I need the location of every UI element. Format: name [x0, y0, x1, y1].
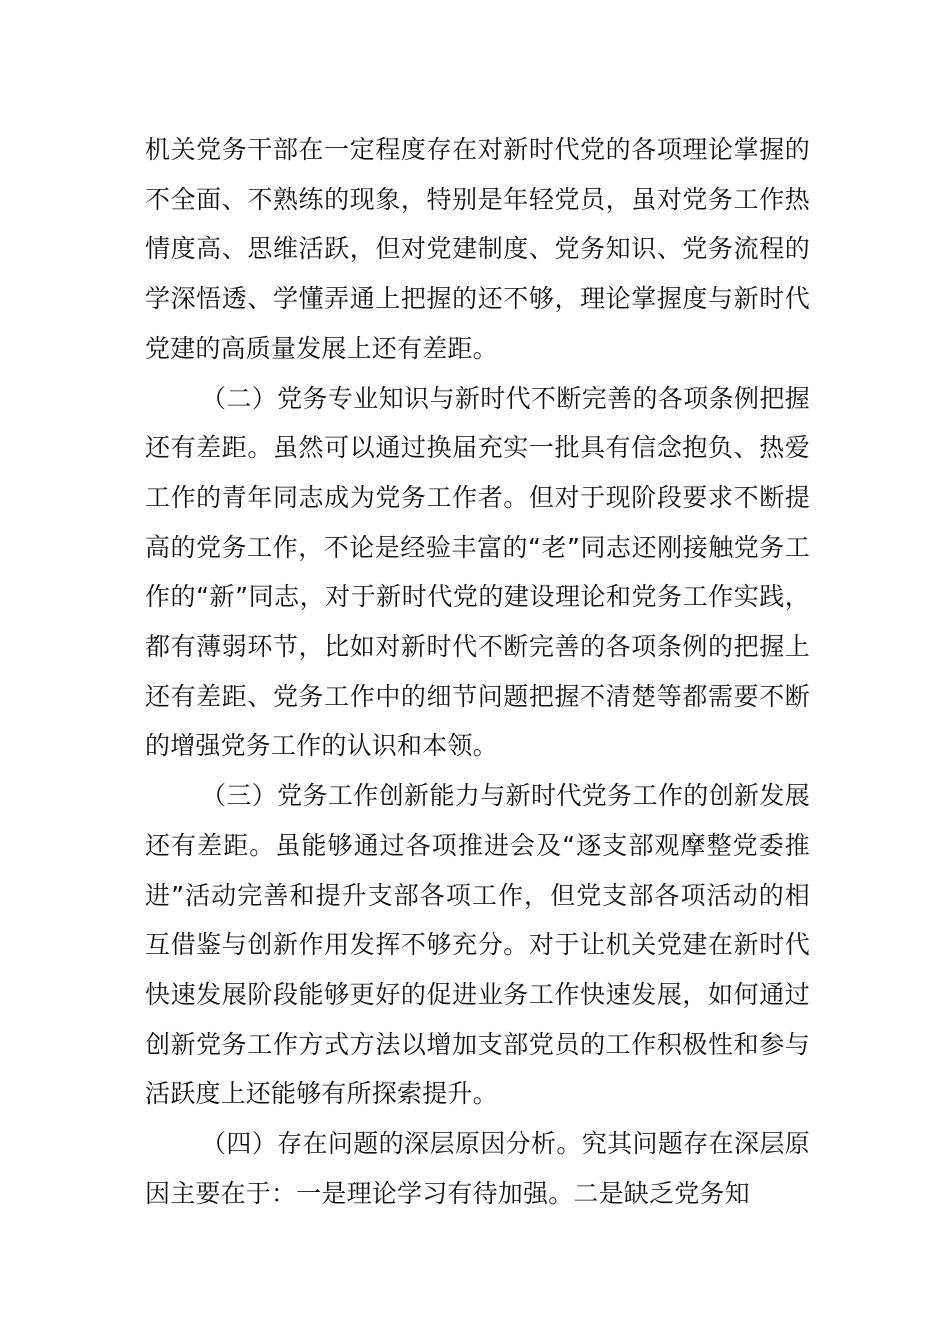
paragraph-section-two: （二）党务专业知识与新时代不断完善的各项条例把握还有差距。虽然可以通过换届充实一批具有信念抱负、热爱工作的青年同志成为党务工作者。但对于现阶段要求不断提高的党务工作，不论是经验丰富的“老”同志还刚接触党务工作的“新”同志，对于新时代党的建设理论和党务工作实践，都有薄弱环节，比如对新时代不断完善的各项条例的把握上还有差距、党务工作中的细节问题把握不清楚等都需要不断的增强党务工作的认识和本领。 — [145, 383, 810, 761]
document-body — [145, 125, 810, 1218]
paragraph-continuation: 机关党务干部在一定程度存在对新时代党的各项理论掌握的不全面、不熟练的现象，特别是年轻党员，虽对党务工作热情度高、思维活跃，但对党建制度、党务知识、党务流程的学深悟透、学懂弄通上把握的还不够，理论掌握度与新时代党建的高质量发展上还有差距。 — [145, 135, 810, 363]
paragraph-section-three: （三）党务工作创新能力与新时代党务工作的创新发展还有差距。虽能够通过各项推进会及“逐支部观摩整党委推进”活动完善和提升支部各项工作，但党支部各项活动的相互借鉴与创新作用发挥不够充分。对于让机关党建在新时代快速发展阶段能够更好的促进业务工作快速发展，如何通过创新党务工作方式方法以增加支部党员的工作积极性和参与活跃度上还能够有所探索提升。 — [145, 781, 810, 1109]
paragraph-section-four: （四）存在问题的深层原因分析。究其问题存在深层原因主要在于：一是理论学习有待加强。二是缺乏党务知 — [145, 1129, 810, 1208]
